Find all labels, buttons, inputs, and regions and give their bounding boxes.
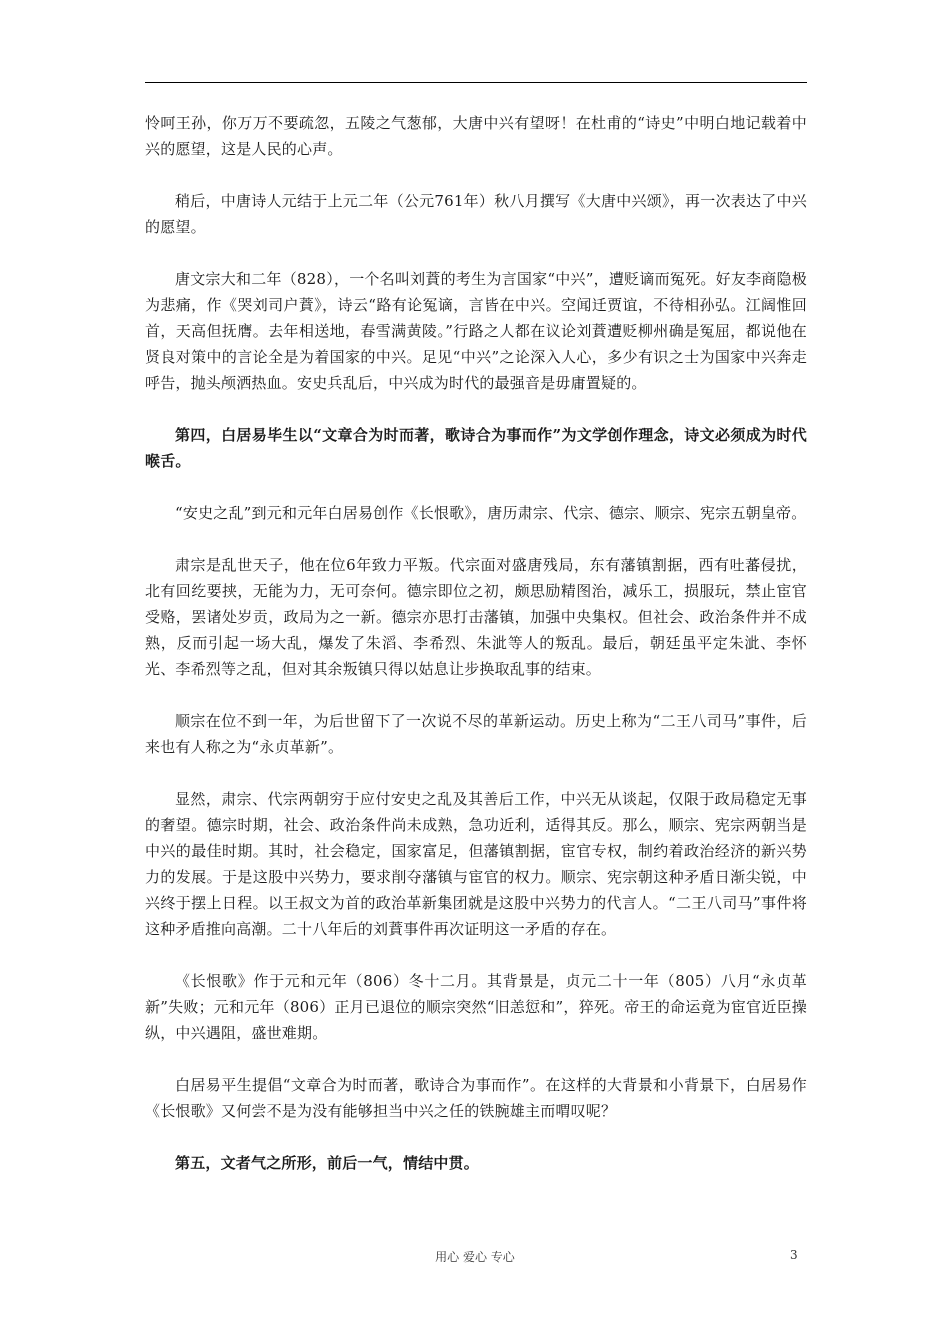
paragraph-1: 怜呵王孙，你万万不要疏忽，五陵之气葱郁，大唐中兴有望呀！在杜甫的“诗史”中明白地记载着中兴的愿望，这是人民的心声。: [145, 114, 807, 158]
paragraph-8: 显然，肃宗、代宗两朝穷于应付安史之乱及其善后工作，中兴无从谈起，仅限于政局稳定无事的奢望。德宗时期，社会、政治条件尚未成熟，急功近利，适得其反。那么，顺宗、宪宗两朝当是中兴的最佳时期。其时，社会稳定，国家富足，但藩镇割据，宦官专权，制约着政治经济的新兴势力的发展。于是这股中兴势力，要求削夺藩镇与宦官的权力。顺宗、宪宗朝这种矛盾日渐尖锐，中兴终于摆上日程。以王叔文为首的政治革新集团就是这股中兴势力的代言人。“二王八司马”事件将这种矛盾推向高潮。二十八年后的刘蕡事件再次证明这一矛盾的存在。: [145, 790, 807, 938]
section-heading-5: 第五，文者气之所形，前后一气，情结中贯。: [175, 1154, 480, 1172]
paragraph-2: 稍后，中唐诗人元结于上元二年（公元761年）秋八月撰写《大唐中兴颂》，再一次表达了中兴的愿望。: [145, 192, 807, 236]
paragraph-3: 唐文宗大和二年（828），一个名叫刘蕡的考生为言国家“中兴”，遭贬谪而冤死。好友李商隐极为悲痛，作《哭刘司户蕡》，诗云“路有论冤谪，言皆在中兴。空闻迁贾谊，不待相孙弘。江阔惟回首，天高但抚膺。去年相送地，春雪满黄陵。”行路之人都在议论刘蕡遭贬柳州确是冤屈，都说他在贤良对策中的言论全是为着国家的中兴。足见“中兴”之论深入人心，多少有识之士为国家中兴奔走呼告，抛头颅洒热血。安史兵乱后，中兴成为时代的最强音是毋庸置疑的。: [145, 270, 807, 392]
section-heading-4: 第四，白居易毕生以“文章合为时而著，歌诗合为事而作”为文学创作理念，诗文必须成为时代喉舌。: [145, 426, 807, 470]
page-body: [145, 110, 807, 1202]
footer-motto: 用心 爱心 专心: [435, 1250, 515, 1264]
paragraph-9: 《长恨歌》作于元和元年（806）冬十二月。其背景是，贞元二十一年（805）八月“永贞革新”失败；元和元年（806）正月已退位的顺宗突然“旧恙愆和”，猝死。帝王的命运竟为宦官近臣操纵，中兴遇阻，盛世难期。: [145, 972, 807, 1042]
paragraph-7: 顺宗在位不到一年，为后世留下了一次说不尽的革新运动。历史上称为“二王八司马”事件，后来也有人称之为“永贞革新”。: [145, 712, 807, 756]
paragraph-10: 白居易平生提倡“文章合为时而著，歌诗合为事而作”。在这样的大背景和小背景下，白居易作《长恨歌》又何尝不是为没有能够担当中兴之任的铁腕雄主而喟叹呢？: [145, 1076, 807, 1120]
page-footer: [0, 1248, 950, 1268]
header-rule: [145, 82, 807, 83]
page-number: 3: [790, 1248, 798, 1262]
paragraph-6: 肃宗是乱世天子，他在位6年致力平叛。代宗面对盛唐残局，东有藩镇割据，西有吐蕃侵扰，北有回纥要挟，无能为力，无可奈何。德宗即位之初，颇思励精图治，减乐工，损服玩，禁止宦官受赂，罢诸处岁贡，政局为之一新。德宗亦思打击藩镇，加强中央集权。但社会、政治条件并不成熟，反而引起一场大乱，爆发了朱滔、李希烈、朱泚等人的叛乱。最后，朝廷虽平定朱泚、李怀光、李希烈等之乱，但对其余叛镇只得以姑息让步换取乱事的结束。: [145, 556, 807, 678]
paragraph-5: “安史之乱”到元和元年白居易创作《长恨歌》，唐历肃宗、代宗、德宗、顺宗、宪宗五朝皇帝。: [175, 504, 807, 522]
